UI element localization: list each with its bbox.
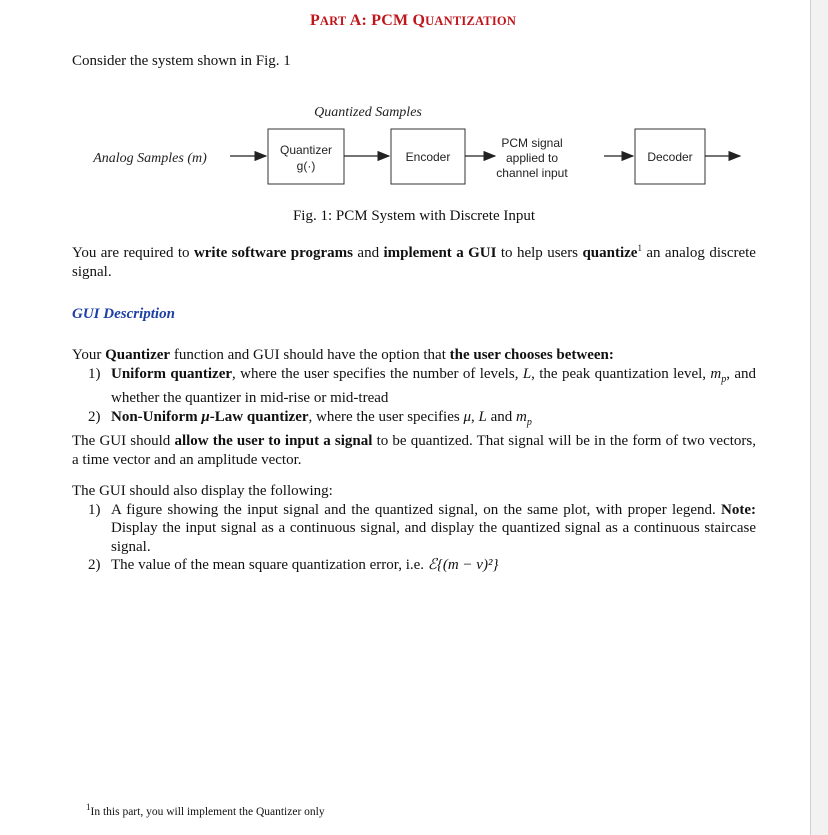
quantizer-function-label: g(·) <box>296 159 316 173</box>
applied-to-label: applied to <box>505 151 559 165</box>
requirement-paragraph: You are required to write software programs and implement a GUI to help users quantize$^1$ an analog discrete signal. <box>72 243 756 280</box>
input-signal-paragraph: The GUI should allow the user to input a signal to be quantized. That signal will be in the form of two vectors, a time vector and an amplitude vector. <box>72 433 756 468</box>
list-item: 1) Uniform quantizer, where the user specifies the number of levels, L, the peak quantization level, $m_p$, and whether the quantizer in mid-rise or mid-tread <box>88 365 756 406</box>
footnote-ref: 1 <box>637 243 642 253</box>
channel-input-label: channel input <box>496 166 568 180</box>
list-item: 2) Non-Uniform μ-Law quantizer, where the user specifies μ, L and $m_p$ <box>88 408 532 428</box>
list-item: 1) A figure showing the input signal and the quantized signal, on the same plot, with proper legend. Note: Display the input signal as a continuous signal, and display the quantized signal as a continuous staircase signal. <box>88 501 756 555</box>
mse-formula: ℰ{(m − ν)²} <box>427 557 499 573</box>
analog-samples-label: Analog Samples (m) <box>93 151 207 166</box>
decoder-label: Decoder <box>647 150 693 164</box>
display-intro: The GUI should also display the following: <box>72 483 333 499</box>
page-title: PART A: PCM QUANTIZATION <box>309 12 517 29</box>
gui-description-block <box>72 346 756 469</box>
footnote: $^1$In this part, you will implement the Quantizer only <box>86 802 325 818</box>
quantizer-options-list <box>72 365 756 433</box>
pcm-signal-label: PCM signal <box>501 136 563 150</box>
quantized-samples-label: Quantized Samples <box>314 105 422 120</box>
figure-caption: Fig. 1: PCM System with Discrete Input <box>292 208 536 224</box>
gui-intro-line: Your Quantizer function and GUI should have the option that the user chooses between: <box>72 347 614 363</box>
quantizer-label: Quantizer <box>279 143 333 157</box>
intro-text: Consider the system shown in Fig. 1 <box>72 53 291 69</box>
gui-description-heading: GUI Description <box>72 306 175 322</box>
list-item: 2) The value of the mean square quantization error, i.e. ℰ{(m − ν)²} <box>88 557 499 573</box>
encoder-label: Encoder <box>405 150 451 164</box>
display-requirements-block <box>72 482 756 575</box>
display-items-list <box>72 501 756 575</box>
pcm-block-diagram <box>0 0 810 200</box>
